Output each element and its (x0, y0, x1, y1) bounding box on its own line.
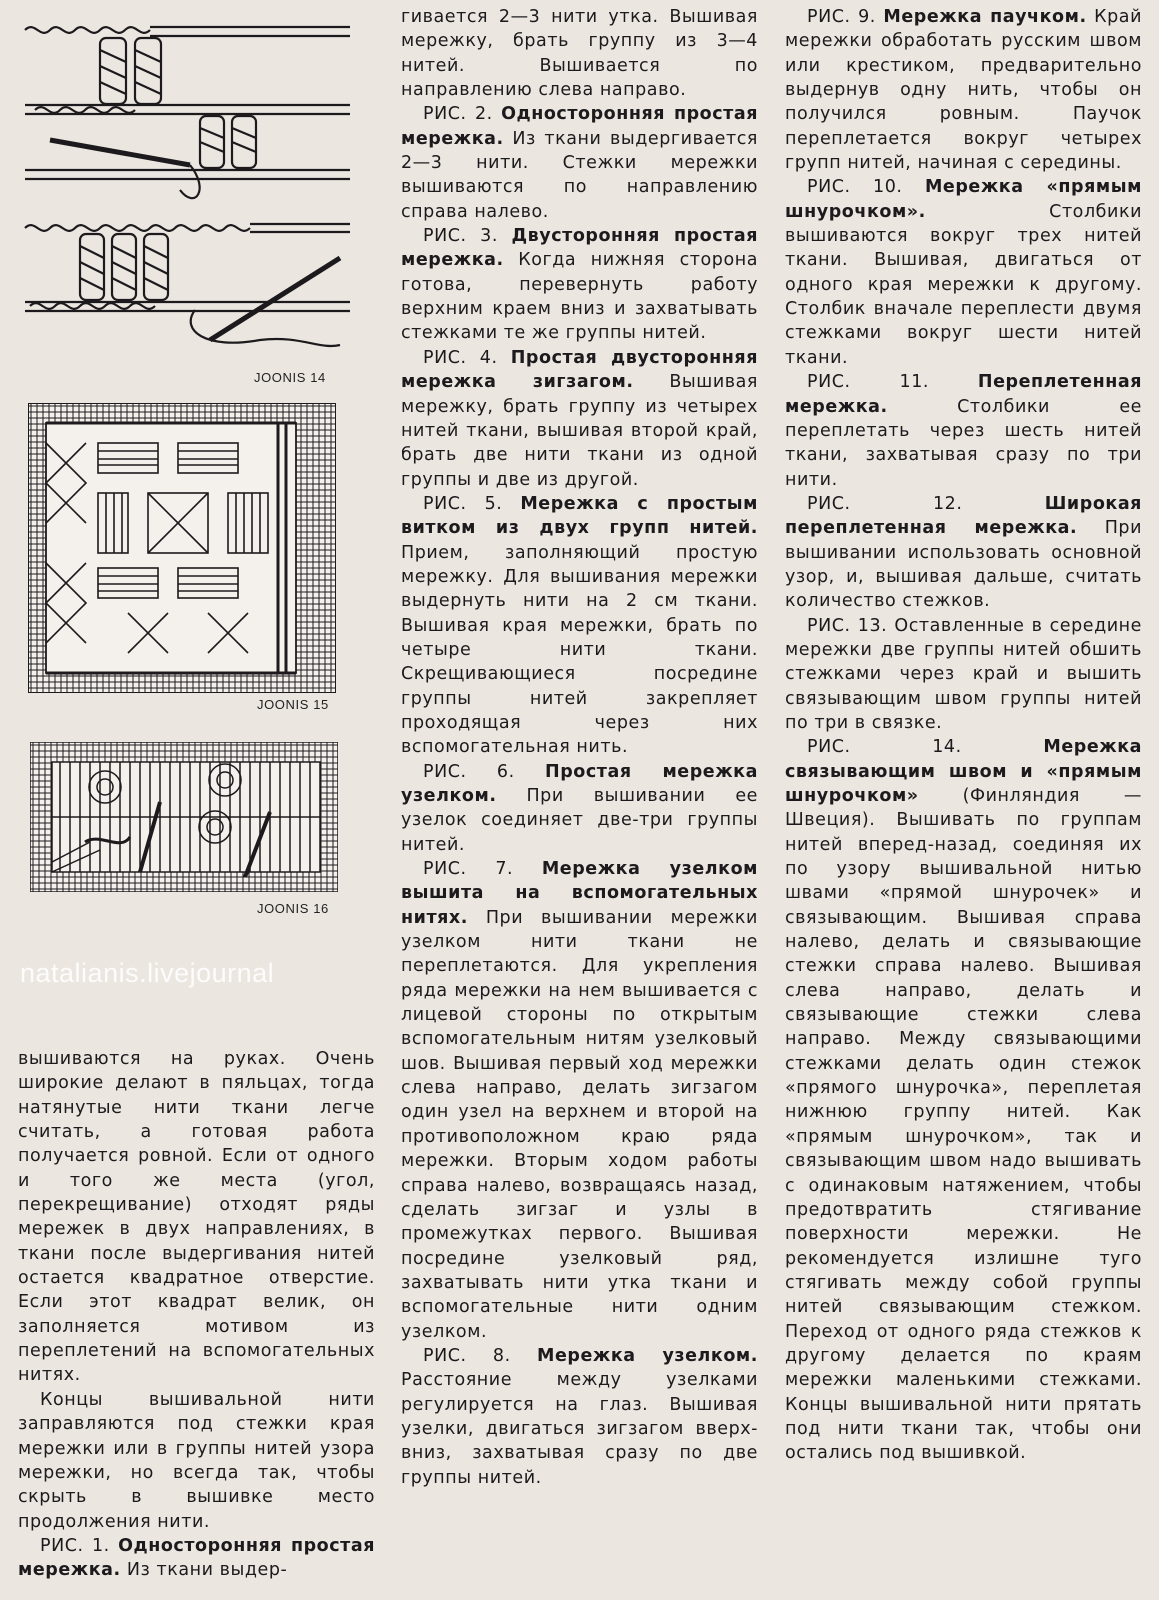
fig4-label: РИС. 4. (423, 347, 498, 368)
fig14-label: РИС. 14. (807, 737, 962, 758)
fig1-text: Из ткани выдер- (126, 1560, 288, 1581)
fig4-title: Простая двусторонняя мережка зигзагом. (401, 347, 758, 393)
fig6-entry (401, 760, 758, 857)
fig9-text: Край мережки обработать русским швом или крестиком, предварительно выдернув одну нить, чтобы он получился ровным. Паучок переплетается вокруг четырех групп нитей, начиная с середины. (785, 7, 1142, 174)
figure-16-illustration (30, 742, 338, 892)
middle-column (401, 5, 758, 1490)
fig8-label: РИС. 8. (423, 1345, 511, 1366)
figure-16-caption: JOONIS 16 (257, 901, 329, 916)
left-paragraph-2: Концы вышивальной нити заправляются под стежки края мережки или в группы нитей узора мережки, но всегда так, чтобы скрыть в вышивке место продолжения нити. (18, 1389, 375, 1532)
fig14-title: Мережка связывающим швом и «прямым шнурочком» (785, 737, 1142, 806)
fig11-title: Переплетенная мережка. (785, 372, 1142, 417)
fig4-entry (401, 346, 758, 492)
fig12-text: При вышивании использовать основной узор, и, вышивая дальше, считать количество стежков. (785, 518, 1142, 612)
fig7-title: Мережка узелком вышита на вспомогательных нитях. (401, 859, 758, 928)
fig3-text: Когда нижняя сторона готова, перевернуть работу верхним краем вниз и захватывать стежками те же группы нитей. (401, 250, 758, 344)
fig3-label: РИС. 3. (423, 226, 498, 247)
fig8-title: Мережка узелком. (537, 1345, 758, 1366)
fig8-entry (401, 1344, 758, 1490)
fig2-title: Односторонняя простая мережка. (401, 104, 758, 149)
fig5-label: РИС. 5. (423, 493, 503, 514)
fig3-entry (401, 224, 758, 346)
fig8-text: Расстояние между узелками регулируется на глаз. Вышивая узелки, двигаться зигзагом вверх-вниз, захватывая сразу по две группы нитей. (401, 1370, 758, 1488)
fig6-text: При вышивании ее узелок соединяет две-три группы нитей. (401, 786, 758, 855)
fig11-label: РИС. 11. (807, 372, 930, 393)
fig7-label: РИС. 7. (423, 859, 514, 880)
fig11-entry (785, 370, 1142, 492)
fig14-text: (Финляндия — Швеция). Вышивать по группам нитей вперед-назад, соединяя их по узору вышивальной нитью швами «прямой шнурочек» и связывающим. Вышивая справа налево, делать и связывающие стежки справа налево. Вышивая слева направо, делать и связывающие стежки слева направо. Между связывающими стежками делать один стежок «прямого шнурочка», переплетая нижнюю группу нитей. Как «прямым шнурочком», так и связывающим швом надо вышивать с одинаковым натяжением, чтобы предотвратить стягивание поверхности мережки. Не рекомендуется излишне туго стягивать между собой группы нитей связывающим стежком. Переход от одного ряда стежков к другому делается по краям мережки маленькими стежками. Концы вышивальной нити прятать под нити ткани так, чтобы они остались под вышивкой. (785, 786, 1142, 1464)
fig11-text: Столбики ее переплетать через шесть нитей ткани, захватывая сразу по три нити. (785, 396, 1142, 490)
left-column (18, 1047, 375, 1583)
left-paragraph-1: вышиваются на руках. Очень широкие делают в пяльцах, тогда натянутые нити ткани легче считать, а готовая работа получается ровной. Если от одного и того же места (угол, перекрещивание) отходят ряды мережек в двух направлениях, в ткани после выдергивания нитей остается квадратное отверстие. Если этот квадрат велик, он заполняется мотивом из переплетений на вспомогательных нитях. (18, 1049, 375, 1386)
fig1-title: Односторонняя простая мережка. (18, 1535, 375, 1581)
watermark: natalianis.livejournal (20, 958, 275, 988)
fig5-entry (401, 492, 758, 760)
fig2-text: Из ткани выдергивается 2—3 нити. Стежки мережки вышиваются по направлению справа налево. (401, 128, 758, 222)
figure-14-illustration (20, 10, 360, 365)
fig10-entry (785, 175, 1142, 370)
fig7-entry (401, 857, 758, 1344)
fig5-text: Прием, заполняющий простую мережку. Для вышивания мережки выдернуть нити на 2 см ткани. Вышивая края мережки, брать по четыре нити ткани. Скрещивающиеся посредине группы нитей закрепляет проходящая через них вспомогательная нить. (401, 542, 758, 758)
fig1-entry (18, 1534, 375, 1583)
fig12-entry (785, 492, 1142, 614)
fig1-label: РИС. 1. (40, 1535, 110, 1556)
figure-15-caption: JOONIS 15 (257, 697, 329, 712)
right-column (785, 5, 1142, 1466)
fig14-entry (785, 735, 1142, 1465)
fig10-title: Мережка «прямым шнурочком». (785, 177, 1142, 222)
fig7-text: При вышивании мережки узелком нити ткани не переплетаются. Для укрепления ряда мережки на нем вышивается с лицевой стороны по открытым вспомогательным нитям узелковый шов. Вышивая первый ход мережки слева направо, делать зигзагом один узел на верхнем и второй на противоположном краю ряда мережки. Вторым ходом работы справа налево, возвращаясь назад, сделать зигзаг и узлы в промежутках первого. Вышивая посредине узелковый ряд, захватывать нити утка ткани и вспомогательные нити одним узелком. (401, 907, 758, 1342)
fig6-label: РИС. 6. (423, 761, 515, 782)
fig4-text: Вышивая мережку, брать группу из четырех нитей ткани, вышивая второй край, брать две нити ткани из одной группы и две из другой. (401, 372, 758, 490)
figure-15-illustration (28, 403, 336, 693)
fig12-label: РИС. 12. (807, 493, 963, 514)
fig9-label: РИС. 9. (807, 7, 876, 27)
fig9-entry (785, 5, 1142, 175)
fig10-text: Столбики вышиваются вокруг трех нитей ткани. Вышивая, двигаться от одного края мережки к другому. Столбик вначале переплести двумя стежками вокруг шести нитей ткани. (785, 201, 1142, 368)
fig13-label: РИС. 13. (807, 615, 888, 636)
fig13-entry (785, 614, 1142, 736)
fig3-title: Двусторонняя простая мережка. (401, 226, 758, 271)
figure-14-caption: JOONIS 14 (254, 370, 326, 385)
fig6-title: Простая мережка узелком. (401, 761, 758, 806)
fig2-entry (401, 102, 758, 224)
fig12-title: Широкая переплетенная мережка. (785, 493, 1142, 539)
fig9-title: Мережка паучком. (883, 7, 1087, 27)
fig10-label: РИС. 10. (807, 177, 903, 198)
fig13-text: Оставленные в середине мережки две группы нитей обшить стежками через край и вышить связывающим швом группы нитей по три в связке. (785, 615, 1142, 733)
fig1-continuation: гивается 2—3 нити утка. Вышивая мережку, брать группу из 3—4 нитей. Вышивается по направлению слева направо. (401, 7, 758, 101)
fig5-title: Мережка с простым витком из двух групп нитей. (401, 493, 758, 539)
fig2-label: РИС. 2. (423, 104, 493, 125)
